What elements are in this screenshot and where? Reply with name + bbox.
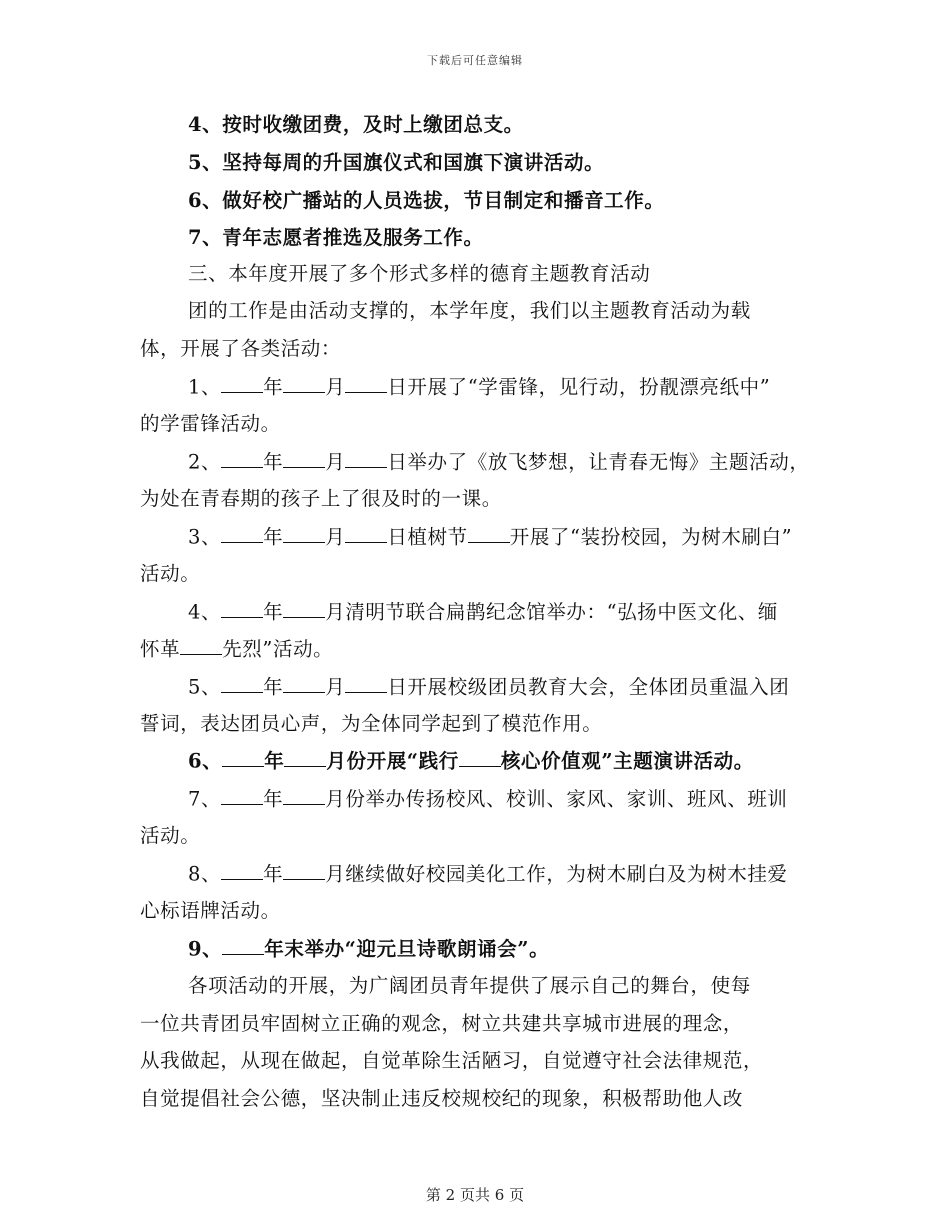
item-text: 年 [263, 600, 284, 624]
text-line: 心标语牌活动。 [140, 899, 281, 922]
list-item [188, 597, 778, 627]
blank [222, 746, 264, 767]
item-number: 7、 [188, 787, 222, 811]
item-text: 年 [263, 375, 284, 399]
list-item-continuation [140, 634, 333, 664]
list-item [188, 372, 770, 402]
blank [221, 597, 263, 618]
item-text: 年 [264, 749, 285, 773]
blank [221, 784, 263, 805]
text-line: 各项活动的开展，为广阔团员青年提供了展示自己的舞台，使每 [188, 974, 751, 997]
page-header: 下载后可任意编辑 [427, 54, 523, 67]
blank [283, 672, 325, 693]
item-text: 月份举办传扬校风、校训、家风、家训、班风、班训 [325, 787, 788, 811]
item-text: 月 [325, 450, 346, 474]
blank [468, 522, 510, 543]
text-line: 一位共青团员牢固树立正确的观念，树立共建共享城市进展的理念， [140, 1012, 744, 1035]
list-item [188, 447, 809, 477]
item-number: 2、 [188, 450, 222, 474]
text-line: 为处在青春期的孩子上了很及时的一课。 [140, 487, 502, 510]
text-line: 6、做好校广播站的人员选拔，节目制定和播音工作。 [188, 189, 665, 212]
blank [221, 859, 263, 880]
blank [221, 372, 263, 393]
item-text: 月 [325, 675, 346, 699]
blank [283, 522, 325, 543]
item-text: 年末举办“迎元旦诗歌朗诵会”。 [264, 937, 550, 961]
list-item [188, 784, 788, 814]
item-number: 4、 [188, 600, 222, 624]
item-number: 9、 [188, 937, 223, 961]
item-number: 5、 [188, 675, 222, 699]
item-text: 日举办了《放飞梦想，让青春无悔》主题活动， [387, 450, 810, 474]
item-number: 8、 [188, 862, 222, 886]
blank [221, 447, 263, 468]
blank [180, 634, 222, 655]
item-text: 日植树节 [387, 525, 468, 549]
blank [345, 447, 387, 468]
text-line: 4、按时收缴团费，及时上缴团总支。 [188, 113, 524, 136]
item-text: 核心价值观”主题演讲活动。 [500, 749, 754, 773]
blank [345, 672, 387, 693]
text-line: 的学雷锋活动。 [140, 412, 281, 435]
item-text: 年 [263, 787, 284, 811]
item-text: 日开展了“学雷锋，见行动，扮靓漂亮纸中” [387, 375, 771, 399]
item-number: 3、 [188, 525, 222, 549]
text-line: 从我做起，从现在做起，自觉革除生活陋习，自觉遵守社会法律规范， [140, 1049, 764, 1072]
text-line: 誓词，表达团员心声，为全体同学起到了模范作用。 [140, 712, 603, 735]
list-item [188, 859, 788, 889]
item-text: 年 [263, 450, 284, 474]
blank [283, 447, 325, 468]
list-item [188, 746, 754, 776]
item-text: 月继续做好校园美化工作，为树木刷白及为树木挂爱 [325, 862, 788, 886]
text-line: 活动。 [140, 562, 201, 585]
item-text: 日开展校级团员教育大会，全体团员重温入团 [387, 675, 790, 699]
item-text: 年 [263, 525, 284, 549]
item-text: 开展了“装扮校园，为树木刷白” [509, 525, 793, 549]
blank [459, 746, 501, 767]
item-text: 年 [263, 675, 284, 699]
text-line: 团的工作是由活动支撑的，本学年度，我们以主题教育活动为载 [188, 299, 751, 322]
item-number: 6、 [188, 749, 223, 773]
item-text: 月份开展“践行 [326, 749, 459, 773]
text-line: 体，开展了各类活动： [140, 337, 342, 360]
item-text: 怀革 [140, 637, 181, 661]
text-line: 7、青年志愿者推选及服务工作。 [188, 226, 484, 249]
blank [283, 372, 325, 393]
item-text: 年 [263, 862, 284, 886]
item-text: 月 [325, 375, 346, 399]
item-number: 1、 [188, 375, 222, 399]
blank [221, 672, 263, 693]
text-line: 自觉提倡社会公德，坚决制止违反校规校纪的现象，积极帮助他人改 [140, 1087, 744, 1110]
item-text: 先烈”活动。 [222, 637, 334, 661]
text-line: 活动。 [140, 824, 201, 847]
blank [284, 746, 326, 767]
blank [283, 784, 325, 805]
blank [283, 859, 325, 880]
list-item [188, 672, 789, 702]
item-text: 月清明节联合扁鹊纪念馆举办：“弘扬中医文化、缅 [325, 600, 778, 624]
list-item [188, 522, 792, 552]
blank [345, 372, 387, 393]
blank [222, 934, 264, 955]
blank [221, 522, 263, 543]
section-heading: 三、本年度开展了多个形式多样的德育主题教育活动 [188, 262, 651, 285]
page-number: 第 2 页共 6 页 [425, 1186, 525, 1204]
blank [283, 597, 325, 618]
item-text: 月 [325, 525, 346, 549]
text-line: 5、坚持每周的升国旗仪式和国旗下演讲活动。 [188, 151, 605, 174]
list-item [188, 934, 549, 964]
blank [345, 522, 387, 543]
